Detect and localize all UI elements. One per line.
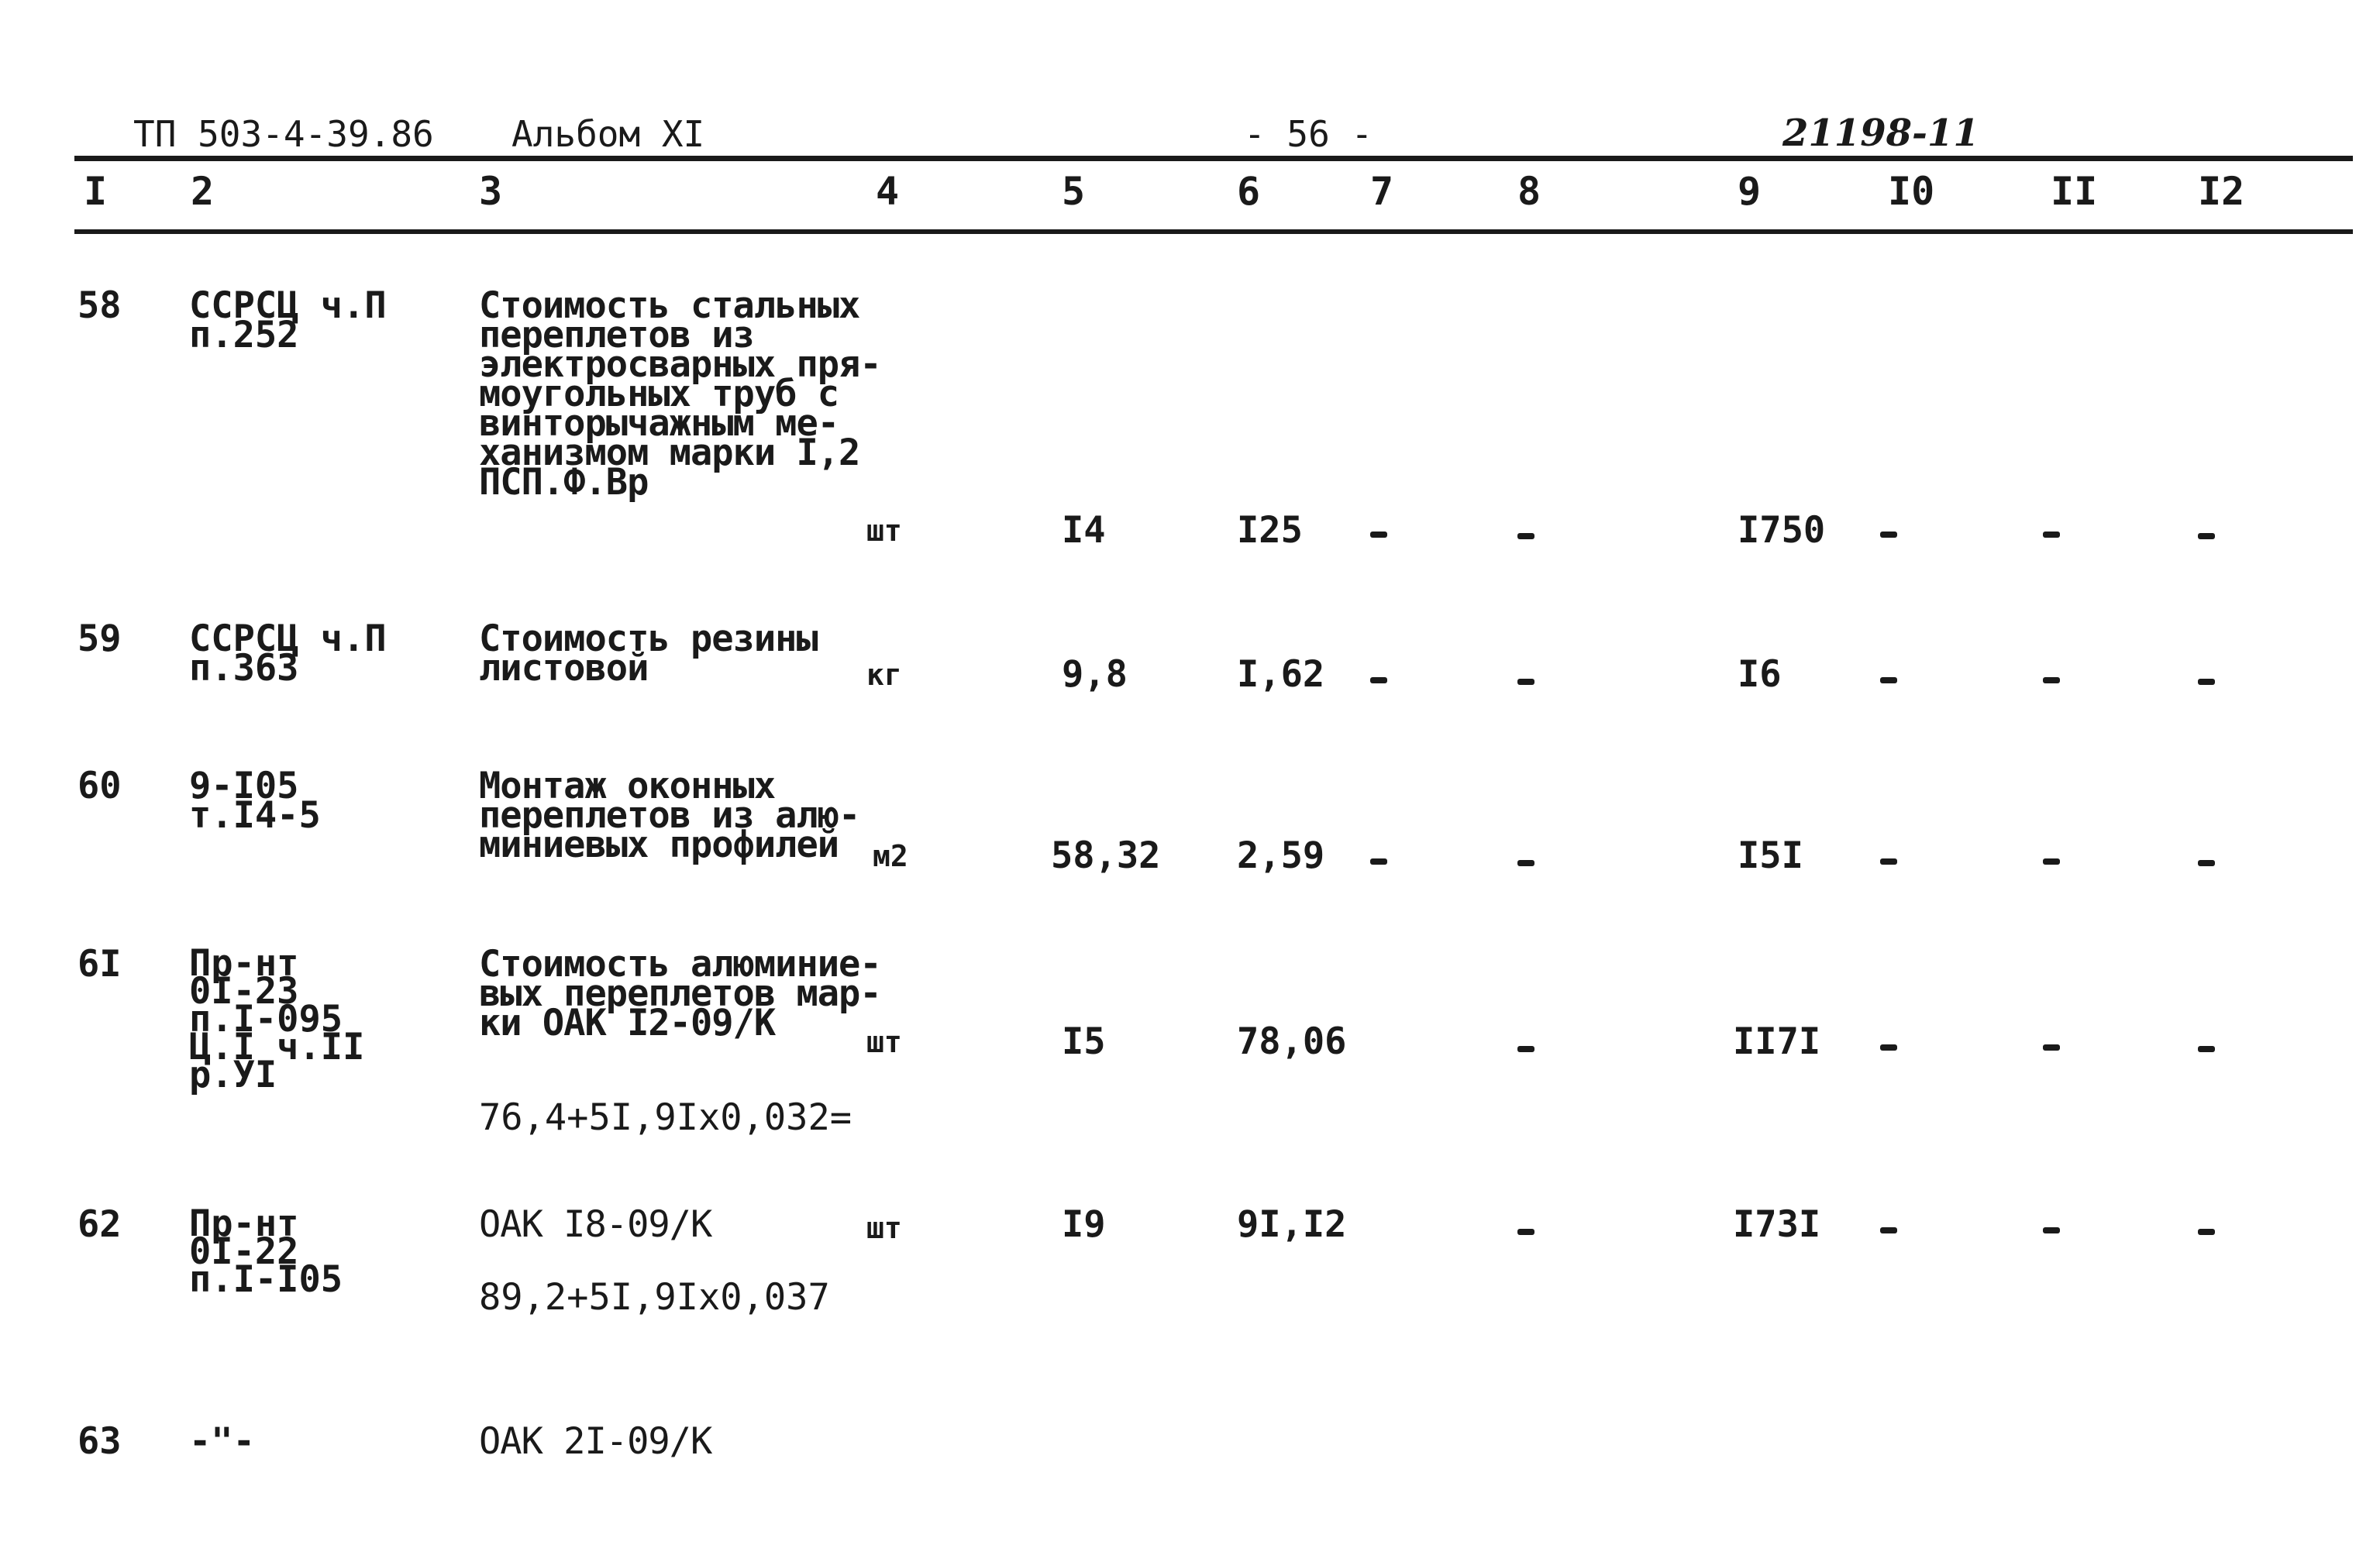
col-num-11: II xyxy=(2051,169,2098,214)
row-60-c7-dash xyxy=(1370,858,1387,865)
row-61-qty: I5 xyxy=(1062,1020,1106,1063)
row-60-c11-dash xyxy=(2043,858,2060,865)
row-58-qty: I4 xyxy=(1062,509,1106,552)
row-60-c10-dash xyxy=(1880,858,1897,865)
row-60-description: Монтаж оконных переплетов из алю- миниевых профилей xyxy=(479,765,860,866)
row-61-formula: 76,4+5I,9Iх0,032= xyxy=(479,1096,852,1139)
row-62-c10-dash xyxy=(1880,1227,1897,1233)
row-61-number: 6I xyxy=(77,943,122,986)
row-61-description: Стоимость алюминие- вых переплетов мар- ки ОАК I2-09/К xyxy=(479,943,881,1044)
row-59-number: 59 xyxy=(77,618,122,660)
row-58-unit: шт xyxy=(866,514,902,548)
row-61-code: Пр-нт 0I-23 п.I-095 Ц.I ч.II р.УI xyxy=(189,942,365,1096)
row-59-description: Стоимость резины листовой xyxy=(479,618,818,690)
row-62-c11-dash xyxy=(2043,1227,2060,1233)
row-59-c11-dash xyxy=(2043,677,2060,683)
col-num-9: 9 xyxy=(1738,169,1762,214)
row-60-c8-dash xyxy=(1517,860,1534,866)
row-62-description: ОАК I8-09/К xyxy=(479,1203,712,1246)
row-62-c12-dash xyxy=(2198,1229,2215,1235)
row-60-c12-dash xyxy=(2198,860,2215,866)
row-62-code: Пр-нт 0I-22 п.I-I05 xyxy=(189,1202,343,1301)
row-58-c10-dash xyxy=(1880,532,1897,538)
column-rule xyxy=(74,229,2353,234)
row-60-unit: м2 xyxy=(873,839,908,873)
row-62-qty: I9 xyxy=(1062,1203,1106,1246)
row-58-c8-dash xyxy=(1517,533,1534,539)
row-62-price: 9I,I2 xyxy=(1237,1203,1347,1246)
row-62-total: I73I xyxy=(1733,1203,1821,1246)
row-60-code: 9-I05 т.I4-5 xyxy=(189,765,321,837)
row-59-c8-dash xyxy=(1517,679,1534,685)
doc-code: ТП 503-4-39.86 xyxy=(133,113,434,155)
col-num-10: I0 xyxy=(1888,169,1935,214)
row-61-unit: шт xyxy=(866,1025,902,1059)
row-58-number: 58 xyxy=(77,284,122,327)
row-58-code: ССРСЦ ч.П п.252 xyxy=(189,284,387,356)
row-58-description: Стоимость стальных переплетов из электросварных пря- моугольных труб с винторычажным ме- ханизмом марки I,2 ПСП.Ф.Вр xyxy=(479,284,881,504)
row-60-total: I5I xyxy=(1738,834,1803,877)
row-60-price: 2,59 xyxy=(1237,834,1325,877)
row-62-unit: шт xyxy=(866,1211,902,1245)
row-59-c12-dash xyxy=(2198,679,2215,685)
row-63-number: 63 xyxy=(77,1420,122,1463)
row-63-code: -"- xyxy=(189,1420,255,1463)
row-60-number: 60 xyxy=(77,765,122,807)
col-num-5: 5 xyxy=(1062,169,1086,214)
col-num-3: 3 xyxy=(479,169,503,214)
row-61-total: II7I xyxy=(1733,1020,1821,1063)
row-58-c7-dash xyxy=(1370,532,1387,538)
album-label: Альбом XI xyxy=(511,113,705,155)
col-num-1: I xyxy=(84,169,108,214)
row-61-c8-dash xyxy=(1517,1046,1534,1052)
row-61-c10-dash xyxy=(1880,1044,1897,1051)
row-59-price: I,62 xyxy=(1237,653,1325,696)
row-58-total: I750 xyxy=(1738,509,1826,552)
row-59-unit: кг xyxy=(866,658,902,692)
col-num-12: I2 xyxy=(2198,169,2245,214)
header-rule xyxy=(74,156,2353,161)
row-59-c10-dash xyxy=(1880,677,1897,683)
row-60-qty: 58,32 xyxy=(1051,834,1161,877)
row-59-qty: 9,8 xyxy=(1062,653,1128,696)
col-num-7: 7 xyxy=(1370,169,1394,214)
page-number: - 56 - xyxy=(1244,113,1373,155)
row-59-total: I6 xyxy=(1738,653,1782,696)
row-61-c11-dash xyxy=(2043,1044,2060,1051)
row-59-code: ССРСЦ ч.П п.363 xyxy=(189,618,387,690)
row-58-c11-dash xyxy=(2043,532,2060,538)
row-59-c7-dash xyxy=(1370,677,1387,683)
row-62-formula: 89,2+5I,9Iх0,037 xyxy=(479,1276,830,1319)
col-num-2: 2 xyxy=(191,169,215,214)
col-num-8: 8 xyxy=(1517,169,1541,214)
inventory-number: 21198-11 xyxy=(1782,112,1979,155)
col-num-4: 4 xyxy=(876,169,900,214)
row-62-c8-dash xyxy=(1517,1229,1534,1235)
row-61-c12-dash xyxy=(2198,1046,2215,1052)
row-62-number: 62 xyxy=(77,1203,122,1246)
row-63-description: ОАК 2I-09/К xyxy=(479,1420,712,1463)
row-58-c12-dash xyxy=(2198,533,2215,539)
col-num-6: 6 xyxy=(1237,169,1261,214)
row-61-price: 78,06 xyxy=(1237,1020,1347,1063)
row-58-price: I25 xyxy=(1237,509,1303,552)
